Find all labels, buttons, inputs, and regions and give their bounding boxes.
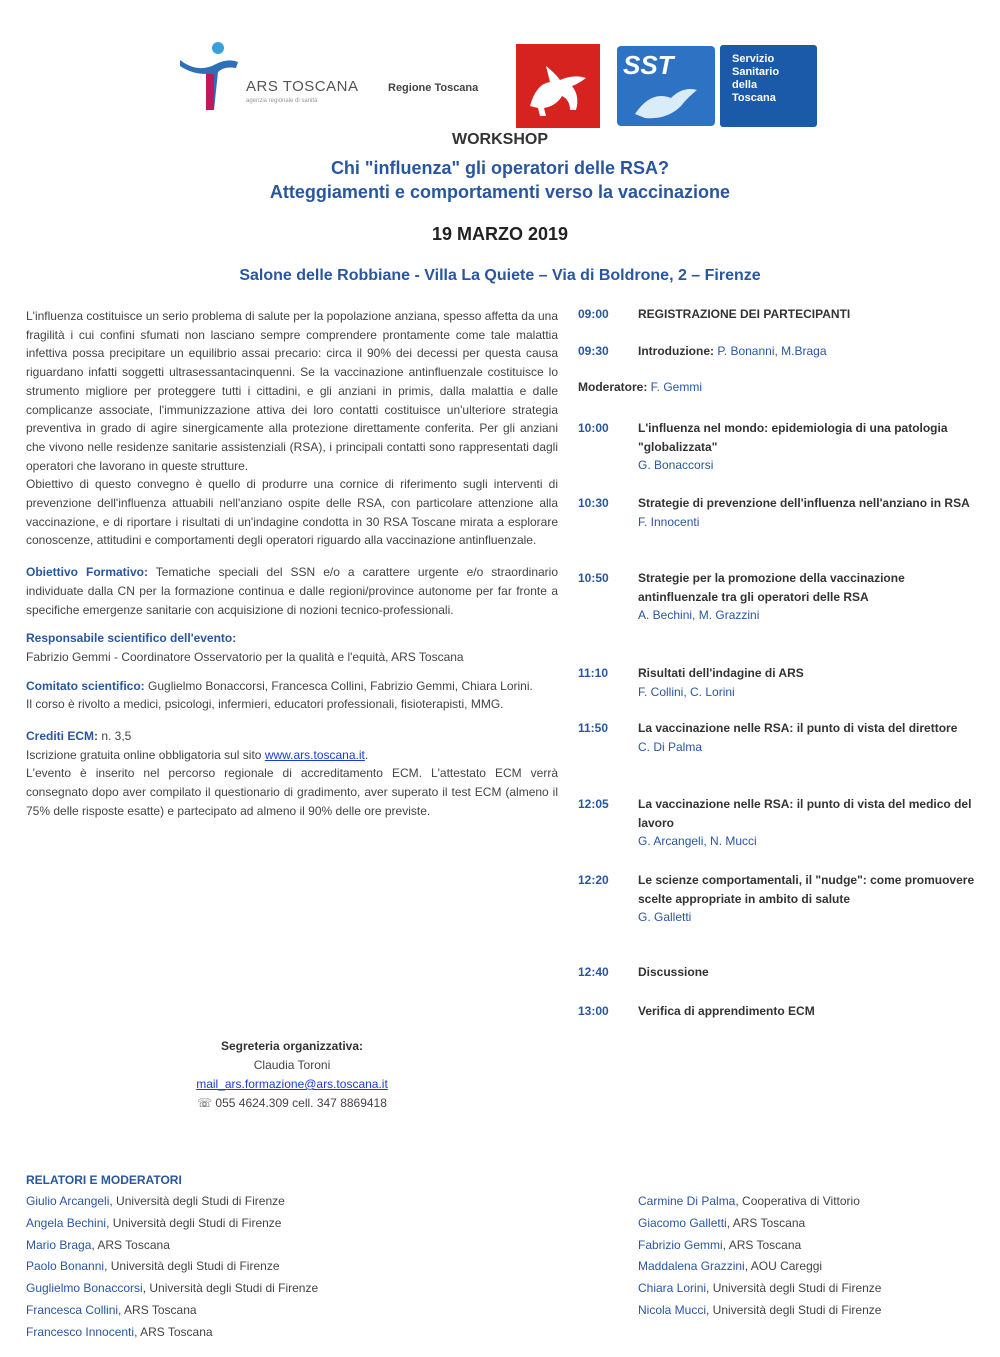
program-item bbox=[578, 871, 988, 927]
ars-toscana-logo bbox=[178, 40, 368, 115]
program-speakers: A. Bechini, M. Grazzini bbox=[638, 608, 760, 622]
crediti-ecm bbox=[26, 727, 558, 746]
program-time: 09:30 bbox=[578, 344, 609, 358]
relatore-affiliation: , Cooperativa di Vittorio bbox=[735, 1194, 860, 1208]
program-item bbox=[578, 569, 988, 625]
title-line-1: Chi "influenza" gli operatori delle RSA? bbox=[330, 158, 670, 178]
program-time: 10:30 bbox=[578, 496, 609, 510]
relatore bbox=[638, 1213, 881, 1235]
relatore bbox=[26, 1322, 318, 1344]
event-date: 19 MARZO 2019 bbox=[431, 224, 569, 244]
program-title: Strategie per la promozione della vaccinazione antinfluenzale tra gli operatori delle RSA bbox=[638, 571, 905, 604]
sst-box-line: della bbox=[732, 79, 758, 91]
relatore-name: Angela Bechini bbox=[26, 1215, 107, 1230]
relatore bbox=[26, 1300, 318, 1322]
moderatore bbox=[578, 380, 702, 394]
obiettivo-formativo bbox=[26, 563, 558, 619]
program-speakers: G. Bonaccorsi bbox=[638, 458, 714, 472]
program-time: 12:20 bbox=[578, 873, 609, 887]
program-title: Introduzione: bbox=[638, 344, 714, 358]
relatore-name: Carmine Di Palma bbox=[638, 1194, 736, 1208]
relatore bbox=[638, 1256, 881, 1278]
relatore-affiliation: , Università degli Studi di Firenze bbox=[106, 1215, 282, 1230]
relatore bbox=[638, 1278, 881, 1300]
workshop-label: WORKSHOP bbox=[452, 131, 548, 148]
intro-paragraph: Obiettivo di questo convegno è quello di produrre una cornice di riferimento sugli interventi di prevenzione dell'influenza attuabili nell'anziano ospite delle RSA, con particolare attenzione alla vaccinazione, e di riportare i risultati di un'indagine condotta in 30 RSA Toscane mirata a esplorare conoscenze, attitudini e comportamenti degli operatori riguardo alla vaccinazione antinfluenzale. bbox=[26, 477, 558, 548]
program-title: Strategie di prevenzione dell'influenza nell'anziano in RSA bbox=[638, 496, 970, 510]
comitato-text: Guglielmo Bonaccorsi, Francesca Collini, Fabrizio Gemmi, Chiara Lorini. bbox=[144, 678, 533, 693]
program-time: 13:00 bbox=[578, 1004, 609, 1018]
program-time: 10:50 bbox=[578, 571, 609, 585]
program-speakers: G. Arcangeli, N. Mucci bbox=[638, 834, 757, 848]
program-item bbox=[578, 494, 988, 531]
relatori-title: RELATORI E MODERATORI bbox=[26, 1173, 182, 1187]
program-time: 10:00 bbox=[578, 421, 609, 435]
relatore bbox=[26, 1213, 318, 1235]
relatore bbox=[638, 1300, 881, 1322]
program-title: L'influenza nel mondo: epidemiologia di una patologia "globalizzata" bbox=[638, 421, 948, 454]
relatore bbox=[26, 1278, 318, 1300]
ars-figure-icon bbox=[178, 40, 240, 112]
intro-paragraph: L'influenza costituisce un serio problema di salute per la popolazione anziana, spesso affetta da una fragilità i cui confini sfumati non lasciano sempre comprendere prontamente come tale malattia infettiva possa precipitare un equilibrio assai precario: circa il 90% dei decessi per questa causa riguardano infatti soggetti ultrasessantacinquenni. Se la vaccinazione antinfluenzale costituisce lo strumento migliore per proteggere tutti i cittadini, e gli anziani in primis, dalla malattia e dalle complicanze associate, l'immunizzazione attiva dei loro contatti costituisce un'ulteriore strategia preventiva in grado di agire sinergicamente alla protezione direttamente conferita. Per gli anziani che vivono nelle residenze sanitarie assistenziali (RSA), i principali contatti sono rappresentati dagli operatori che lavorano in queste strutture. bbox=[26, 309, 558, 473]
responsabile-label-row bbox=[26, 629, 558, 648]
segreteria-email-link[interactable]: mail_ars.formazione@ars.toscana.it bbox=[196, 1077, 388, 1091]
relatore-name: Mario Braga bbox=[26, 1237, 92, 1252]
rivolto-text: Il corso è rivolto a medici, psicologi, infermieri, educatori professionali, fisioterapisti, MMG. bbox=[26, 697, 504, 712]
program-speakers: F. Collini, C. Lorini bbox=[638, 684, 735, 699]
sst-dove-icon bbox=[631, 84, 701, 122]
program-item bbox=[578, 719, 988, 756]
program-item bbox=[578, 664, 988, 701]
responsabile-text: Fabrizio Gemmi - Coordinatore Osservatorio per la qualità e l'equità, ARS Toscana bbox=[26, 649, 464, 664]
relatore bbox=[638, 1235, 881, 1257]
relatore-affiliation: , ARS Toscana bbox=[134, 1324, 213, 1339]
relatore-name: Giulio Arcangeli bbox=[26, 1194, 110, 1208]
relatore-affiliation: , Università degli Studi di Firenze bbox=[104, 1259, 280, 1274]
title-line-2: Atteggiamenti e comportamenti verso la vaccinazione bbox=[269, 182, 731, 202]
program-title: Discussione bbox=[638, 965, 709, 979]
relatore-affiliation: , ARS Toscana bbox=[91, 1237, 170, 1252]
relatore-name: Francesco Innocenti bbox=[26, 1324, 135, 1339]
relatore-affiliation: , Università degli Studi di Firenze bbox=[109, 1194, 285, 1208]
moderatore-name: F. Gemmi bbox=[647, 380, 703, 394]
program-title: REGISTRAZIONE DEI PARTECIPANTI bbox=[638, 307, 851, 321]
obiettivo-label: Obiettivo Formativo: bbox=[26, 565, 149, 580]
comitato-label: Comitato scientifico: bbox=[26, 678, 145, 693]
responsabile-label: Responsabile scientifico dell'evento: bbox=[26, 631, 237, 646]
program-time: 11:10 bbox=[578, 666, 609, 680]
iscrizione-text bbox=[26, 746, 558, 765]
ars-logo-subtitle: agenzia regionale di sanità bbox=[246, 98, 318, 104]
relatore-affiliation: , Università degli Studi di Firenze bbox=[706, 1302, 882, 1317]
relatore bbox=[638, 1191, 881, 1213]
program-title: Le scienze comportamentali, il "nudge": come promuovere scelte appropriate in ambito di salute bbox=[638, 873, 975, 906]
pegaso-logo bbox=[516, 44, 600, 128]
program-title: Verifica di apprendimento ECM bbox=[638, 1004, 815, 1018]
relatore-name: Giacomo Galletti bbox=[638, 1215, 727, 1230]
sst-box-line: Servizio bbox=[732, 53, 775, 65]
obiettivo-text: Tematiche speciali del SSN e/o a carattere urgente e/o straordinario individuate dalla CN per la formazione continua e dalle regioni/province autonome per far fronte a specifiche emergenze sanitarie con acquisizione di nozioni tecnico-professionali. bbox=[26, 565, 559, 617]
relatore-name: Fabrizio Gemmi bbox=[638, 1237, 723, 1252]
segreteria-organizzativa bbox=[26, 1037, 558, 1113]
program-item bbox=[578, 795, 988, 851]
program-item bbox=[578, 963, 988, 982]
program-item bbox=[578, 1002, 988, 1021]
segreteria-name: Claudia Toroni bbox=[253, 1058, 331, 1072]
program-speakers: F. Innocenti bbox=[638, 514, 700, 529]
iscrizione-label: Iscrizione gratuita online obbligatoria sul sito bbox=[26, 747, 265, 762]
comitato-scientifico bbox=[26, 677, 558, 696]
relatore-name: Guglielmo Bonaccorsi bbox=[26, 1281, 143, 1296]
servizio-sanitario-box bbox=[720, 45, 817, 127]
relatore bbox=[26, 1256, 318, 1278]
program-title: Risultati dell'indagine di ARS bbox=[638, 666, 804, 680]
sst-logo bbox=[617, 46, 715, 126]
relatore-affiliation: , Università degli Studi di Firenze bbox=[706, 1281, 882, 1296]
description-column bbox=[26, 307, 558, 821]
event-venue: Salone delle Robbiane - Villa La Quiete – Via di Boldrone, 2 – Firenze bbox=[239, 267, 761, 284]
sst-box-line: Toscana bbox=[732, 92, 776, 104]
program-time: 11:50 bbox=[578, 721, 609, 735]
segreteria-phone-row bbox=[26, 1094, 558, 1113]
program-time: 12:05 bbox=[578, 797, 609, 811]
sst-logo-text: SST bbox=[623, 50, 674, 80]
relatore-name: Francesca Collini bbox=[26, 1302, 119, 1317]
relatore-affiliation: , ARS Toscana bbox=[722, 1237, 802, 1252]
relatore-affiliation: , ARS Toscana bbox=[726, 1215, 806, 1230]
relatore-name: Nicola Mucci bbox=[638, 1302, 707, 1317]
relatori-left-list bbox=[26, 1191, 318, 1344]
segreteria-phone: 055 4624.309 cell. 347 8869418 bbox=[215, 1096, 387, 1110]
program-title-row bbox=[638, 342, 988, 361]
program-title: La vaccinazione nelle RSA: il punto di vista del medico del lavoro bbox=[638, 797, 972, 830]
program-item bbox=[578, 342, 988, 361]
iscrizione-end: . bbox=[364, 747, 369, 762]
program-time: 09:00 bbox=[578, 307, 609, 321]
program-speakers: G. Galletti bbox=[638, 910, 692, 924]
relatore bbox=[26, 1191, 318, 1213]
relatore-name: Chiara Lorini bbox=[638, 1281, 707, 1296]
program-title: La vaccinazione nelle RSA: il punto di vista del direttore bbox=[638, 721, 958, 735]
pegasus-icon bbox=[516, 44, 600, 128]
ars-logo-text: ARS TOSCANA bbox=[246, 78, 359, 95]
program-item bbox=[578, 419, 988, 475]
phone-icon: ☏ bbox=[197, 1096, 213, 1110]
regione-toscana-logo: Regione Toscana bbox=[388, 82, 479, 94]
relatore-affiliation: , Università degli Studi di Firenze bbox=[142, 1281, 319, 1296]
crediti-text: L'evento è inserito nel percorso regionale di accreditamento ECM. L'attestato ECM verrà consegnato dopo aver compilato il questionario di gradimento, aver superato il test ECM (almeno il 75% delle risposte esatte) e partecipato ad almeno il 90% delle ore previste. bbox=[26, 766, 558, 818]
relatori-right-list bbox=[638, 1191, 881, 1322]
relatore-affiliation: , ARS Toscana bbox=[118, 1302, 197, 1317]
program-item bbox=[578, 305, 988, 324]
relatore-affiliation: , AOU Careggi bbox=[744, 1259, 823, 1274]
program-time: 12:40 bbox=[578, 965, 609, 979]
crediti-value: n. 3,5 bbox=[98, 729, 132, 744]
relatore-name: Paolo Bonanni bbox=[26, 1259, 105, 1274]
relatore bbox=[26, 1235, 318, 1257]
ars-site-link[interactable]: www.ars.toscana.it bbox=[264, 747, 365, 762]
moderatore-label: Moderatore: bbox=[578, 380, 648, 394]
sst-box-line: Sanitario bbox=[732, 66, 780, 78]
program-speakers: P. Bonanni, M.Braga bbox=[713, 344, 827, 358]
segreteria-label: Segreteria organizzativa: bbox=[220, 1039, 364, 1053]
program-speakers: C. Di Palma bbox=[638, 739, 703, 754]
relatore-name: Maddalena Grazzini bbox=[638, 1259, 745, 1274]
crediti-label: Crediti ECM: bbox=[26, 729, 98, 744]
